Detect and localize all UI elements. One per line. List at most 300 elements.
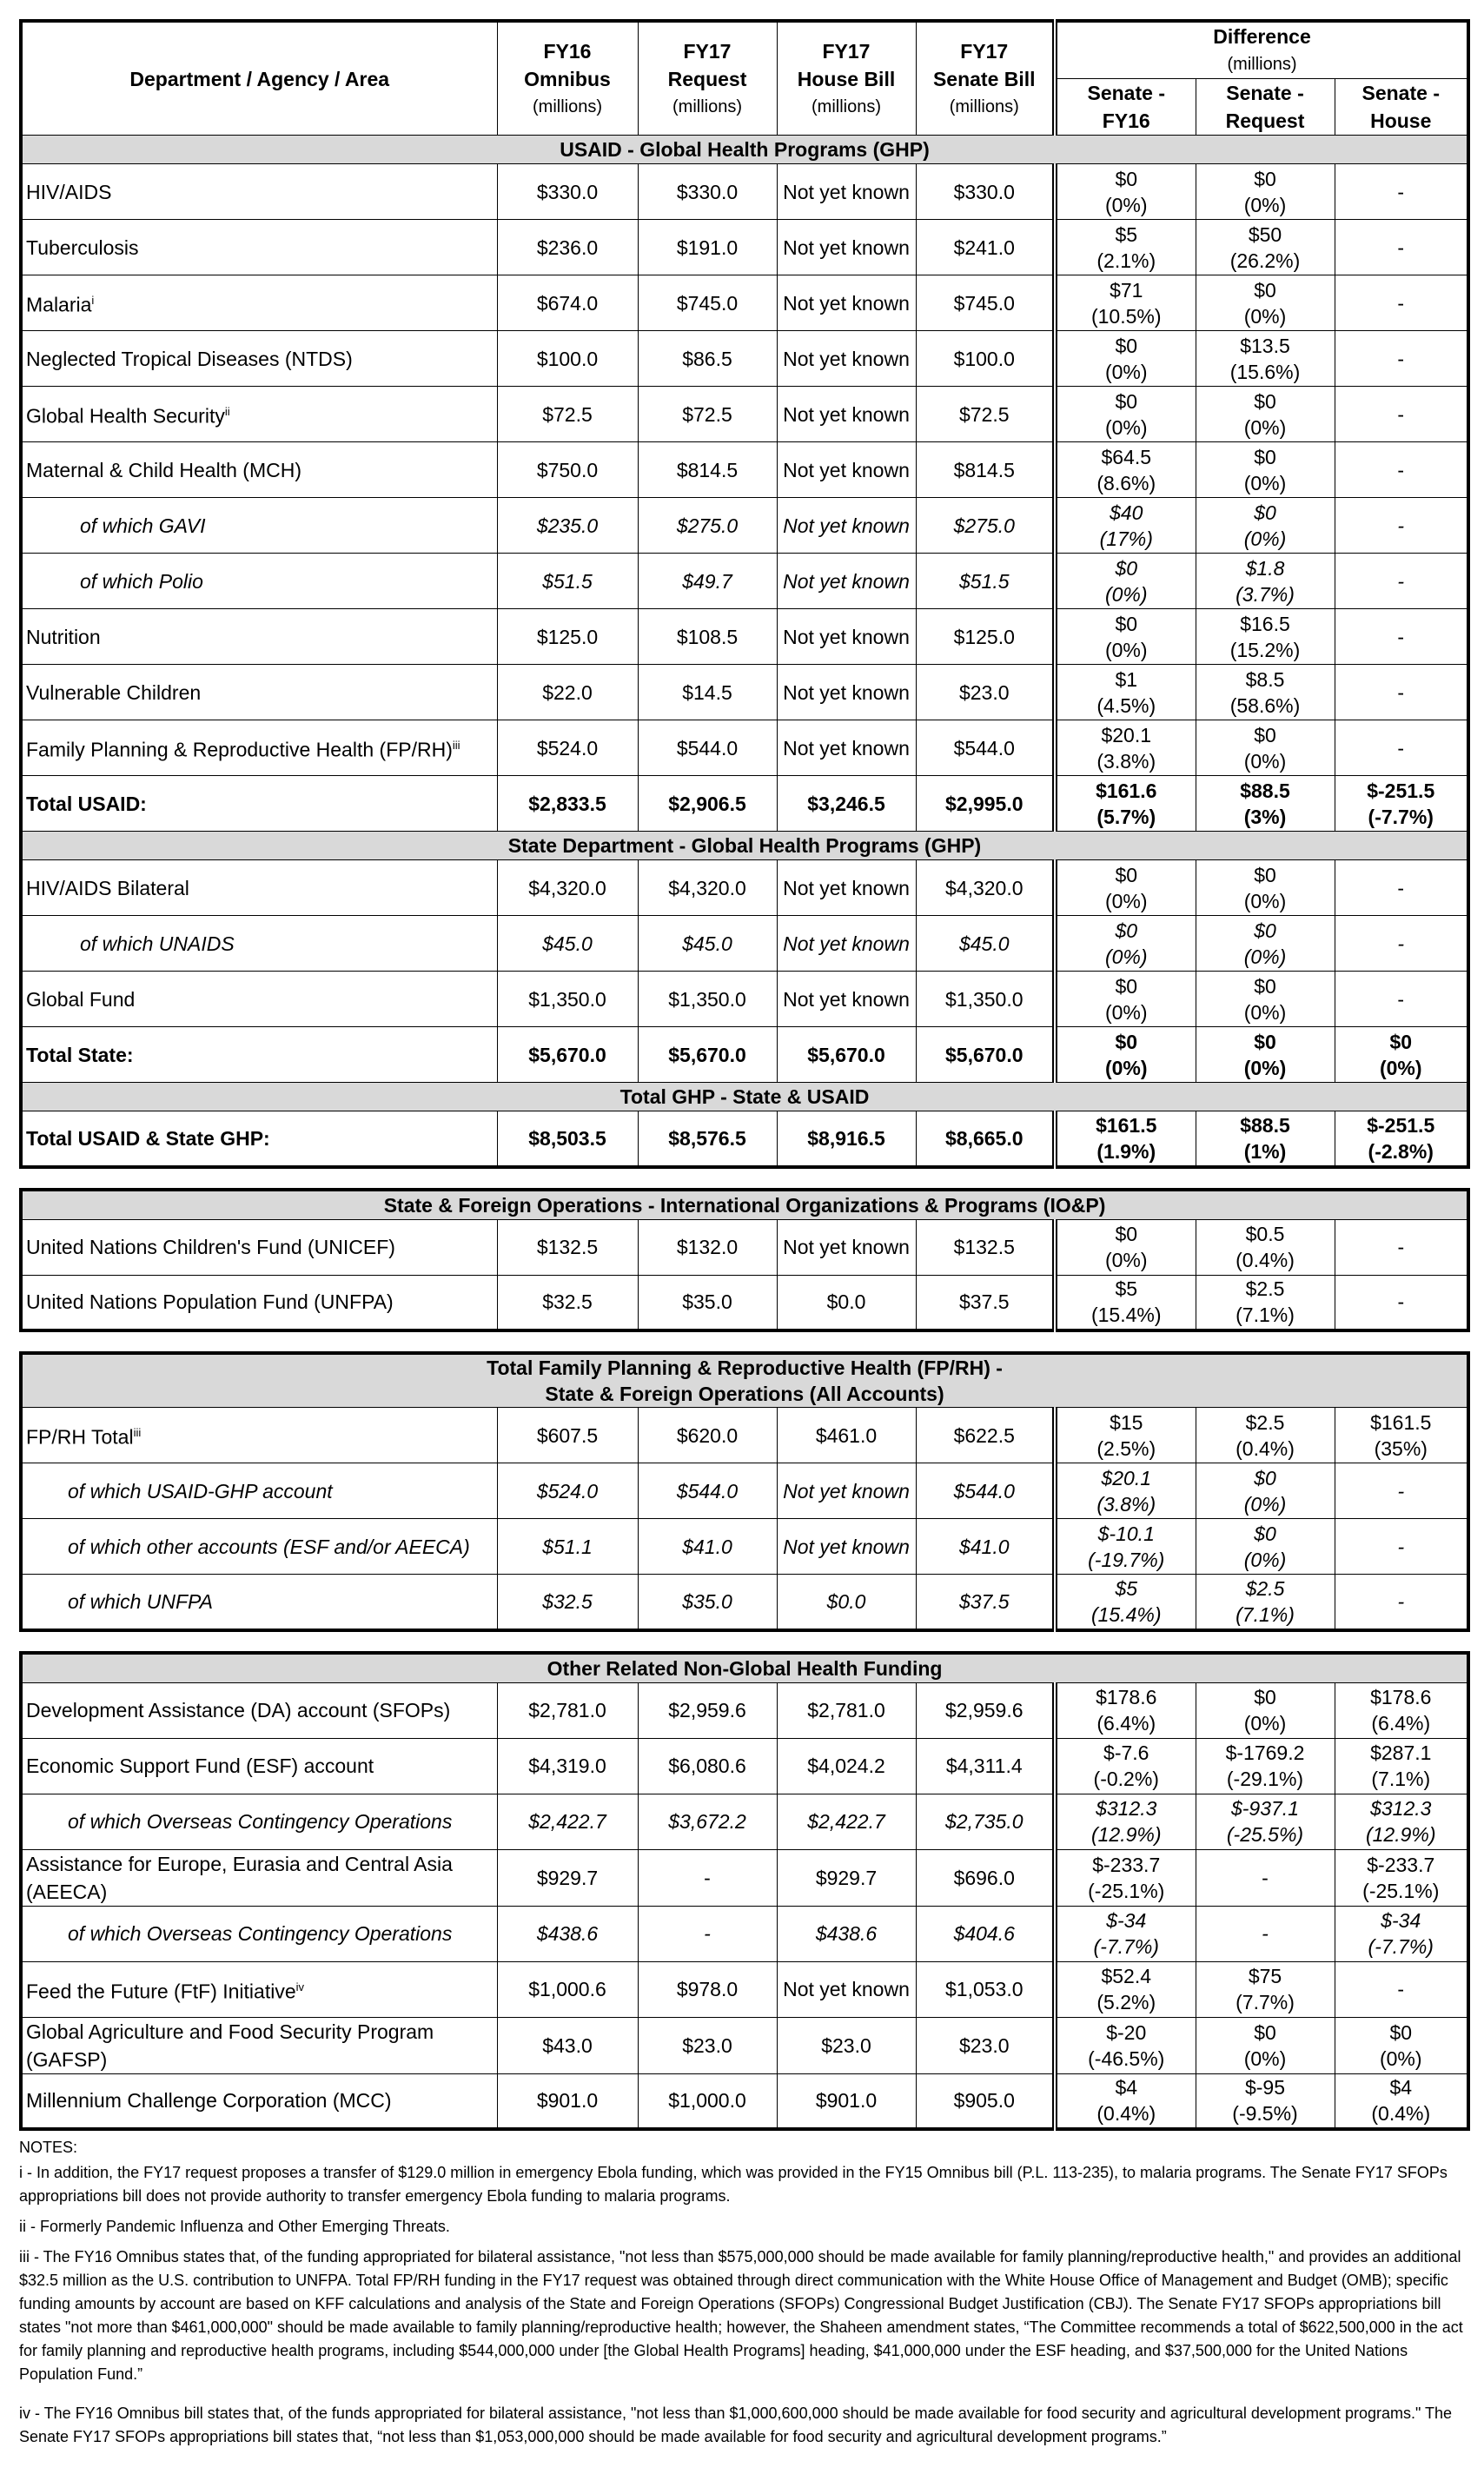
cell-diff-senate-request bbox=[1196, 860, 1335, 916]
diff-amount: $161.5 bbox=[1370, 1410, 1432, 1434]
cell-request: $45.0 bbox=[638, 916, 777, 972]
cell-senate: $4,320.0 bbox=[916, 860, 1055, 916]
row-label-text: United Nations Population Fund (UNFPA) bbox=[26, 1290, 394, 1314]
cell-request: $3,672.2 bbox=[638, 1794, 777, 1849]
diff-percent: (0%) bbox=[1104, 582, 1148, 606]
cell-fy16: $45.0 bbox=[497, 916, 638, 972]
cell-diff-senate-house bbox=[1335, 331, 1468, 387]
cell-diff-senate-fy16 bbox=[1055, 554, 1196, 609]
cell-house: $0.0 bbox=[777, 1575, 916, 1630]
cell-house: $4,024.2 bbox=[777, 1738, 916, 1794]
row-label-text: HIV/AIDS Bilateral bbox=[26, 876, 189, 899]
diff-amount: $64.5 bbox=[1101, 445, 1152, 468]
cell-senate: $241.0 bbox=[916, 220, 1055, 275]
diff-percent: (0%) bbox=[1243, 1548, 1287, 1571]
cell-diff-senate-request bbox=[1196, 972, 1335, 1027]
diff-percent: (8.6%) bbox=[1096, 471, 1156, 494]
cell-senate: $905.0 bbox=[916, 2073, 1055, 2129]
row-label bbox=[21, 1575, 497, 1630]
table-row bbox=[21, 1682, 1468, 1738]
diff-amount: $0 bbox=[1254, 1522, 1276, 1545]
cell-diff-senate-fy16 bbox=[1055, 1027, 1196, 1083]
table-row bbox=[21, 665, 1468, 720]
diff-amount: $0 bbox=[1254, 919, 1276, 942]
row-label-text: Total USAID & State GHP: bbox=[26, 1126, 270, 1150]
diff-percent: (0.4%) bbox=[1236, 1249, 1295, 1271]
diff-percent: (3.8%) bbox=[1096, 749, 1156, 773]
row-label-text: Assistance for Europe, Eurasia and Central Asia (AEECA) bbox=[26, 1852, 453, 1903]
cell-request: $275.0 bbox=[638, 498, 777, 554]
notes bbox=[19, 2136, 1467, 2449]
diff-percent: (12.9%) bbox=[1090, 1823, 1162, 1846]
diff-amount: $178.6 bbox=[1370, 1686, 1432, 1708]
cell-house: $461.0 bbox=[777, 1408, 916, 1463]
diff-amount: $20.1 bbox=[1101, 1466, 1152, 1489]
row-label-text: of which UNFPA bbox=[68, 1589, 214, 1613]
row-label bbox=[21, 609, 497, 665]
diff-percent: (1%) bbox=[1243, 1139, 1287, 1163]
row-label bbox=[21, 2073, 497, 2129]
diff-amount: $8.5 bbox=[1245, 667, 1285, 691]
diff-percent: (3.8%) bbox=[1096, 1492, 1156, 1516]
cell-diff-senate-fy16 bbox=[1055, 1463, 1196, 1519]
cell-diff-senate-fy16 bbox=[1055, 1111, 1196, 1167]
diff-amount: $161.6 bbox=[1096, 779, 1157, 802]
diff-amount: $20.1 bbox=[1101, 723, 1152, 746]
diff-amount: $0 bbox=[1389, 2020, 1413, 2044]
cell-house: Not yet known bbox=[777, 1463, 916, 1519]
diff-amount: - bbox=[1397, 569, 1405, 593]
cell-senate: $622.5 bbox=[916, 1408, 1055, 1463]
diff-amount: $-95 bbox=[1244, 2076, 1286, 2100]
row-label bbox=[21, 1463, 497, 1519]
table-row bbox=[21, 2073, 1468, 2129]
diff-percent: (-2.8%) bbox=[1368, 1139, 1434, 1163]
cell-diff-senate-request bbox=[1196, 1027, 1335, 1083]
diff-amount: $0 bbox=[1254, 723, 1276, 746]
cell-house: $8,916.5 bbox=[777, 1111, 916, 1167]
cell-fy16: $32.5 bbox=[497, 1275, 638, 1330]
cell-diff-senate-house bbox=[1335, 2073, 1468, 2129]
cell-diff-senate-request bbox=[1196, 1275, 1335, 1330]
diff-amount: - bbox=[1397, 1236, 1405, 1258]
diff-percent: (0%) bbox=[1243, 749, 1287, 773]
diff-amount: - bbox=[1397, 1535, 1405, 1558]
row-label bbox=[21, 665, 497, 720]
row-label-text: Neglected Tropical Diseases (NTDS) bbox=[26, 347, 353, 370]
diff-amount: $71 bbox=[1110, 278, 1143, 302]
diff-percent: (7.7%) bbox=[1236, 1991, 1295, 2013]
cell-diff-senate-fy16 bbox=[1055, 1275, 1196, 1330]
diff-amount: $1.8 bbox=[1245, 556, 1285, 580]
diff-amount: - bbox=[1397, 347, 1405, 370]
table-row bbox=[21, 1738, 1468, 1794]
diff-percent: (10.5%) bbox=[1090, 304, 1162, 328]
diff-percent: (-7.7%) bbox=[1093, 1935, 1159, 1958]
diff-percent: (0%) bbox=[1379, 2046, 1422, 2070]
header-senate: FY17 Senate Bill (millions) bbox=[916, 21, 1055, 136]
header-diff-senate-fy16: Senate - FY16 bbox=[1055, 79, 1196, 136]
table-row bbox=[21, 220, 1468, 275]
row-label-text: Millennium Challenge Corporation (MCC) bbox=[26, 2089, 392, 2113]
diff-amount: - bbox=[1397, 1978, 1405, 2000]
diff-percent: (0%) bbox=[1104, 889, 1148, 912]
row-label-text: Development Assistance (DA) account (SFOPs) bbox=[26, 1699, 451, 1721]
cell-senate: $125.0 bbox=[916, 609, 1055, 665]
table-row bbox=[21, 498, 1468, 554]
cell-diff-senate-fy16 bbox=[1055, 1575, 1196, 1630]
diff-percent: (0%) bbox=[1243, 1492, 1287, 1516]
cell-fy16: $901.0 bbox=[497, 2073, 638, 2129]
cell-fy16: $2,422.7 bbox=[497, 1794, 638, 1849]
diff-amount: $5 bbox=[1115, 222, 1138, 246]
diff-percent: (0%) bbox=[1104, 193, 1148, 216]
diff-percent: (0%) bbox=[1379, 1056, 1422, 1079]
cell-diff-senate-house bbox=[1335, 916, 1468, 972]
cell-request: $35.0 bbox=[638, 1275, 777, 1330]
section-io: State & Foreign Operations - International Organizations & Programs (IO&P) bbox=[21, 1190, 1468, 1220]
section-usaid: USAID - Global Health Programs (GHP) bbox=[21, 136, 1468, 164]
cell-request: $745.0 bbox=[638, 275, 777, 331]
diff-percent: (0%) bbox=[1104, 1249, 1148, 1271]
io-table bbox=[19, 1188, 1470, 1333]
cell-diff-senate-request bbox=[1196, 1219, 1335, 1275]
cell-diff-senate-request bbox=[1196, 1794, 1335, 1849]
cell-diff-senate-house bbox=[1335, 776, 1468, 832]
diff-percent: (58.6%) bbox=[1229, 693, 1301, 717]
fprh-table bbox=[19, 1351, 1470, 1632]
diff-percent: (0%) bbox=[1243, 1000, 1287, 1024]
cell-house: $0.0 bbox=[777, 1275, 916, 1330]
cell-request: $14.5 bbox=[638, 665, 777, 720]
header-difference: Difference (millions) bbox=[1055, 21, 1468, 79]
table-row bbox=[21, 609, 1468, 665]
footnote-marker: iii bbox=[133, 1426, 142, 1440]
cell-fy16: $674.0 bbox=[497, 275, 638, 331]
cell-diff-senate-request bbox=[1196, 387, 1335, 442]
row-label-text: Global Health Security bbox=[26, 404, 225, 428]
cell-house: Not yet known bbox=[777, 720, 916, 776]
diff-amount: - bbox=[1397, 736, 1405, 760]
diff-percent: (-7.7%) bbox=[1368, 805, 1434, 828]
notes-title: NOTES: bbox=[19, 2139, 78, 2156]
cell-house: Not yet known bbox=[777, 1219, 916, 1275]
row-label-text: Economic Support Fund (ESF) account bbox=[26, 1755, 374, 1777]
note-i: i - In addition, the FY17 request proposes a transfer of $129.0 million in emergency Ebola funding, which was provided in the FY15 Omnibus bill (P.L. 113-235), to malaria programs. The Senate FY17 SFOPs appropriations bill does not provide authority to transfer emergency Ebola funding to malaria programs. bbox=[19, 2164, 1448, 2205]
cell-diff-senate-house bbox=[1335, 1906, 1468, 1961]
row-label-text: Global Agriculture and Food Security Program (GAFSP) bbox=[26, 2020, 434, 2071]
cell-senate: $37.5 bbox=[916, 1575, 1055, 1630]
table-row bbox=[21, 860, 1468, 916]
cell-fy16: $1,350.0 bbox=[497, 972, 638, 1027]
row-label-text: Maternal & Child Health (MCH) bbox=[26, 458, 301, 481]
table-row bbox=[21, 776, 1468, 832]
cell-senate: $1,350.0 bbox=[916, 972, 1055, 1027]
table-row bbox=[21, 1027, 1468, 1083]
cell-diff-senate-request bbox=[1196, 1575, 1335, 1630]
table-row bbox=[21, 164, 1468, 220]
row-label bbox=[21, 1519, 497, 1575]
diff-percent: (0%) bbox=[1104, 945, 1148, 968]
diff-amount: $-1769.2 bbox=[1225, 1741, 1305, 1764]
diff-percent: (-25.1%) bbox=[1362, 1879, 1440, 1902]
diff-amount: $178.6 bbox=[1096, 1686, 1157, 1708]
row-label bbox=[21, 1906, 497, 1961]
row-label bbox=[21, 2017, 497, 2073]
cell-diff-senate-fy16 bbox=[1055, 1408, 1196, 1463]
diff-amount: $0 bbox=[1254, 389, 1276, 413]
diff-percent: (15.2%) bbox=[1229, 638, 1301, 661]
cell-diff-senate-house bbox=[1335, 164, 1468, 220]
diff-amount: $0 bbox=[1254, 974, 1276, 998]
cell-fy16: $1,000.6 bbox=[497, 1961, 638, 2017]
cell-request: $6,080.6 bbox=[638, 1738, 777, 1794]
diff-amount: $-34 bbox=[1381, 1909, 1421, 1932]
cell-house: Not yet known bbox=[777, 164, 916, 220]
cell-diff-senate-request bbox=[1196, 2073, 1335, 2129]
cell-request: $72.5 bbox=[638, 387, 777, 442]
diff-percent: (0%) bbox=[1243, 2046, 1287, 2070]
cell-diff-senate-house bbox=[1335, 1961, 1468, 2017]
diff-amount: $0 bbox=[1254, 863, 1276, 886]
cell-diff-senate-request bbox=[1196, 1738, 1335, 1794]
cell-diff-senate-fy16 bbox=[1055, 498, 1196, 554]
diff-percent: (7.1%) bbox=[1371, 1768, 1431, 1790]
cell-senate: $404.6 bbox=[916, 1906, 1055, 1961]
cell-house: $2,422.7 bbox=[777, 1794, 916, 1849]
row-label-text: of which Polio bbox=[80, 569, 203, 593]
row-label bbox=[21, 1275, 497, 1330]
cell-diff-senate-house bbox=[1335, 1463, 1468, 1519]
row-label-text: Total State: bbox=[26, 1043, 134, 1066]
diff-amount: $2.5 bbox=[1245, 1410, 1285, 1434]
cell-fy16: $2,833.5 bbox=[497, 776, 638, 832]
diff-amount: $0 bbox=[1254, 501, 1276, 524]
diff-amount: $40 bbox=[1110, 501, 1143, 524]
diff-amount: - bbox=[1397, 235, 1405, 259]
footnote-marker: iii bbox=[452, 739, 460, 753]
diff-percent: (7.1%) bbox=[1236, 1304, 1295, 1327]
diff-percent: (15.6%) bbox=[1229, 360, 1301, 383]
diff-percent: (-25.1%) bbox=[1088, 1879, 1165, 1902]
diff-amount: $-34 bbox=[1106, 1909, 1147, 1932]
cell-diff-senate-fy16 bbox=[1055, 609, 1196, 665]
header-diff-senate-house: Senate - House bbox=[1335, 79, 1468, 136]
cell-diff-senate-fy16 bbox=[1055, 1906, 1196, 1961]
cell-diff-senate-request bbox=[1196, 220, 1335, 275]
diff-amount: $88.5 bbox=[1240, 779, 1290, 802]
diff-amount: $16.5 bbox=[1240, 612, 1290, 635]
cell-fy16: $235.0 bbox=[497, 498, 638, 554]
cell-request: $132.0 bbox=[638, 1219, 777, 1275]
diff-percent: (26.2%) bbox=[1229, 249, 1301, 272]
cell-diff-senate-house bbox=[1335, 665, 1468, 720]
diff-amount: $0 bbox=[1115, 1223, 1138, 1245]
diff-amount: - bbox=[1397, 987, 1405, 1011]
diff-amount: $15 bbox=[1110, 1410, 1143, 1434]
cell-diff-senate-request bbox=[1196, 1906, 1335, 1961]
table-row bbox=[21, 554, 1468, 609]
cell-house: Not yet known bbox=[777, 1519, 916, 1575]
cell-fy16: $4,320.0 bbox=[497, 860, 638, 916]
cell-house: Not yet known bbox=[777, 220, 916, 275]
diff-amount: - bbox=[1397, 458, 1405, 481]
cell-diff-senate-house bbox=[1335, 275, 1468, 331]
table-row bbox=[21, 916, 1468, 972]
row-label-text: HIV/AIDS bbox=[26, 180, 112, 203]
diff-percent: (-29.1%) bbox=[1226, 1768, 1304, 1790]
row-label bbox=[21, 498, 497, 554]
diff-amount: $0 bbox=[1115, 612, 1138, 635]
diff-percent: (3.7%) bbox=[1236, 582, 1295, 606]
cell-senate: $4,311.4 bbox=[916, 1738, 1055, 1794]
cell-diff-senate-fy16 bbox=[1055, 275, 1196, 331]
row-label bbox=[21, 720, 497, 776]
row-label bbox=[21, 331, 497, 387]
diff-amount: $0 bbox=[1254, 445, 1276, 468]
cell-house: $3,246.5 bbox=[777, 776, 916, 832]
cell-request: $1,000.0 bbox=[638, 2073, 777, 2129]
cell-fy16: $4,319.0 bbox=[497, 1738, 638, 1794]
diff-amount: $0 bbox=[1115, 389, 1138, 413]
diff-percent: (0%) bbox=[1243, 415, 1287, 439]
row-label-text: Vulnerable Children bbox=[26, 680, 202, 704]
cell-diff-senate-fy16 bbox=[1055, 972, 1196, 1027]
cell-fy16: $236.0 bbox=[497, 220, 638, 275]
row-label-text: Tuberculosis bbox=[26, 235, 139, 259]
cell-senate: $100.0 bbox=[916, 331, 1055, 387]
diff-amount: $312.3 bbox=[1096, 1797, 1157, 1820]
cell-senate: $275.0 bbox=[916, 498, 1055, 554]
diff-percent: (2.5%) bbox=[1096, 1436, 1156, 1460]
diff-percent: (0%) bbox=[1243, 471, 1287, 494]
cell-diff-senate-request bbox=[1196, 1111, 1335, 1167]
cell-diff-senate-request bbox=[1196, 164, 1335, 220]
row-label bbox=[21, 1738, 497, 1794]
diff-percent: (-7.7%) bbox=[1368, 1935, 1434, 1958]
cell-senate: $37.5 bbox=[916, 1275, 1055, 1330]
diff-percent: (0%) bbox=[1243, 889, 1287, 912]
diff-percent: (4.5%) bbox=[1096, 693, 1156, 717]
ghp-table bbox=[19, 19, 1470, 1169]
cell-diff-senate-fy16 bbox=[1055, 1849, 1196, 1906]
cell-senate: $745.0 bbox=[916, 275, 1055, 331]
diff-amount: $2.5 bbox=[1245, 1277, 1285, 1301]
diff-percent: (0.4%) bbox=[1371, 2102, 1431, 2126]
cell-diff-senate-house bbox=[1335, 609, 1468, 665]
diff-percent: (-46.5%) bbox=[1088, 2046, 1165, 2070]
row-label bbox=[21, 972, 497, 1027]
cell-diff-senate-house bbox=[1335, 860, 1468, 916]
row-label bbox=[21, 1682, 497, 1738]
table-row bbox=[21, 442, 1468, 498]
cell-fy16: $929.7 bbox=[497, 1849, 638, 1906]
cell-senate: $45.0 bbox=[916, 916, 1055, 972]
diff-amount: $312.3 bbox=[1370, 1797, 1432, 1820]
cell-diff-senate-request bbox=[1196, 554, 1335, 609]
diff-percent: (0%) bbox=[1243, 945, 1287, 968]
row-label bbox=[21, 860, 497, 916]
cell-diff-senate-house bbox=[1335, 1682, 1468, 1738]
cell-house: $929.7 bbox=[777, 1849, 916, 1906]
diff-percent: (0%) bbox=[1104, 638, 1148, 661]
cell-house: Not yet known bbox=[777, 860, 916, 916]
diff-amount: $-233.7 bbox=[1092, 1853, 1161, 1876]
cell-request: $814.5 bbox=[638, 442, 777, 498]
section-total-ghp: Total GHP - State & USAID bbox=[21, 1083, 1468, 1111]
row-label bbox=[21, 442, 497, 498]
diff-amount: $0 bbox=[1115, 556, 1138, 580]
diff-amount: $0 bbox=[1389, 1030, 1413, 1053]
cell-house: Not yet known bbox=[777, 387, 916, 442]
table-row bbox=[21, 720, 1468, 776]
diff-amount: $0 bbox=[1115, 974, 1138, 998]
diff-amount: $52.4 bbox=[1101, 1965, 1152, 1987]
footnote-marker: i bbox=[91, 294, 95, 308]
row-label-text: United Nations Children's Fund (UNICEF) bbox=[26, 1236, 395, 1258]
cell-request: $5,670.0 bbox=[638, 1027, 777, 1083]
cell-diff-senate-request bbox=[1196, 1463, 1335, 1519]
cell-request: $4,320.0 bbox=[638, 860, 777, 916]
table-row bbox=[21, 1961, 1468, 2017]
diff-amount: $-10.1 bbox=[1097, 1522, 1155, 1545]
diff-amount: $50 bbox=[1248, 222, 1282, 246]
table-row bbox=[21, 1463, 1468, 1519]
diff-amount: $2.5 bbox=[1245, 1576, 1285, 1600]
cell-diff-senate-request bbox=[1196, 331, 1335, 387]
cell-diff-senate-request bbox=[1196, 665, 1335, 720]
cell-house: Not yet known bbox=[777, 916, 916, 972]
cell-fy16: $100.0 bbox=[497, 331, 638, 387]
cell-fy16: $8,503.5 bbox=[497, 1111, 638, 1167]
cell-diff-senate-house bbox=[1335, 1519, 1468, 1575]
diff-percent: (-25.5%) bbox=[1226, 1823, 1304, 1846]
diff-amount: - bbox=[1397, 1290, 1405, 1314]
cell-request: $35.0 bbox=[638, 1575, 777, 1630]
cell-house: Not yet known bbox=[777, 554, 916, 609]
cell-request: $23.0 bbox=[638, 2017, 777, 2073]
diff-percent: (6.4%) bbox=[1371, 1712, 1431, 1735]
table-row bbox=[21, 2017, 1468, 2073]
row-label-text: Malaria bbox=[26, 293, 92, 316]
diff-amount: $4 bbox=[1115, 2076, 1138, 2100]
diff-percent: (-19.7%) bbox=[1088, 1548, 1165, 1571]
cell-house: Not yet known bbox=[777, 331, 916, 387]
header-house: FY17 House Bill (millions) bbox=[777, 21, 916, 136]
note-ii: ii - Formerly Pandemic Influenza and Other Emerging Threats. bbox=[19, 2218, 450, 2235]
diff-amount: $0 bbox=[1115, 863, 1138, 886]
cell-senate: $696.0 bbox=[916, 1849, 1055, 1906]
cell-house: $5,670.0 bbox=[777, 1027, 916, 1083]
cell-senate: $1,053.0 bbox=[916, 1961, 1055, 2017]
budget-page bbox=[19, 19, 1467, 2456]
cell-senate: $2,735.0 bbox=[916, 1794, 1055, 1849]
cell-diff-senate-fy16 bbox=[1055, 916, 1196, 972]
cell-request: $330.0 bbox=[638, 164, 777, 220]
row-label bbox=[21, 1027, 497, 1083]
diff-amount: $-251.5 bbox=[1367, 1113, 1435, 1137]
cell-request: $1,350.0 bbox=[638, 972, 777, 1027]
note-iii: iii - The FY16 Omnibus states that, of the funding appropriated for bilateral assistance, "not less than $575,000,000 should be made available for family planning/reproductive health," and provides an additional $32.5 million as the U.S. contribution to UNFPA. Total FP/RH funding in the FY17 request was obtained through direct communication with the White House Office of Management and Budget (OMB); specific funding amounts by account are based on KFF calculations and analysis of the State and Foreign Operations (SFOPs) Congressional Budget Justification (CBJ). The Senate FY17 SFOPs appropriations bill states "not more than $461,000,000" should be made available to family planning/reproductive health; however, the Shaheen amendment states, “The Committee recommends a total of $622,500,000 in the act for family planning and reproductive health programs, including $544,000,000 under [the Global Health Programs] heading, $41,000,000 under the ESF heading, and $37,500,000 for the United Nations Population Fund.” bbox=[19, 2248, 1463, 2383]
cell-senate: $51.5 bbox=[916, 554, 1055, 609]
row-label bbox=[21, 1111, 497, 1167]
cell-diff-senate-house bbox=[1335, 1219, 1468, 1275]
other-table bbox=[19, 1651, 1470, 2132]
diff-amount: - bbox=[1397, 180, 1405, 203]
row-label-text: Nutrition bbox=[26, 625, 101, 648]
cell-request: $49.7 bbox=[638, 554, 777, 609]
cell-diff-senate-request bbox=[1196, 776, 1335, 832]
